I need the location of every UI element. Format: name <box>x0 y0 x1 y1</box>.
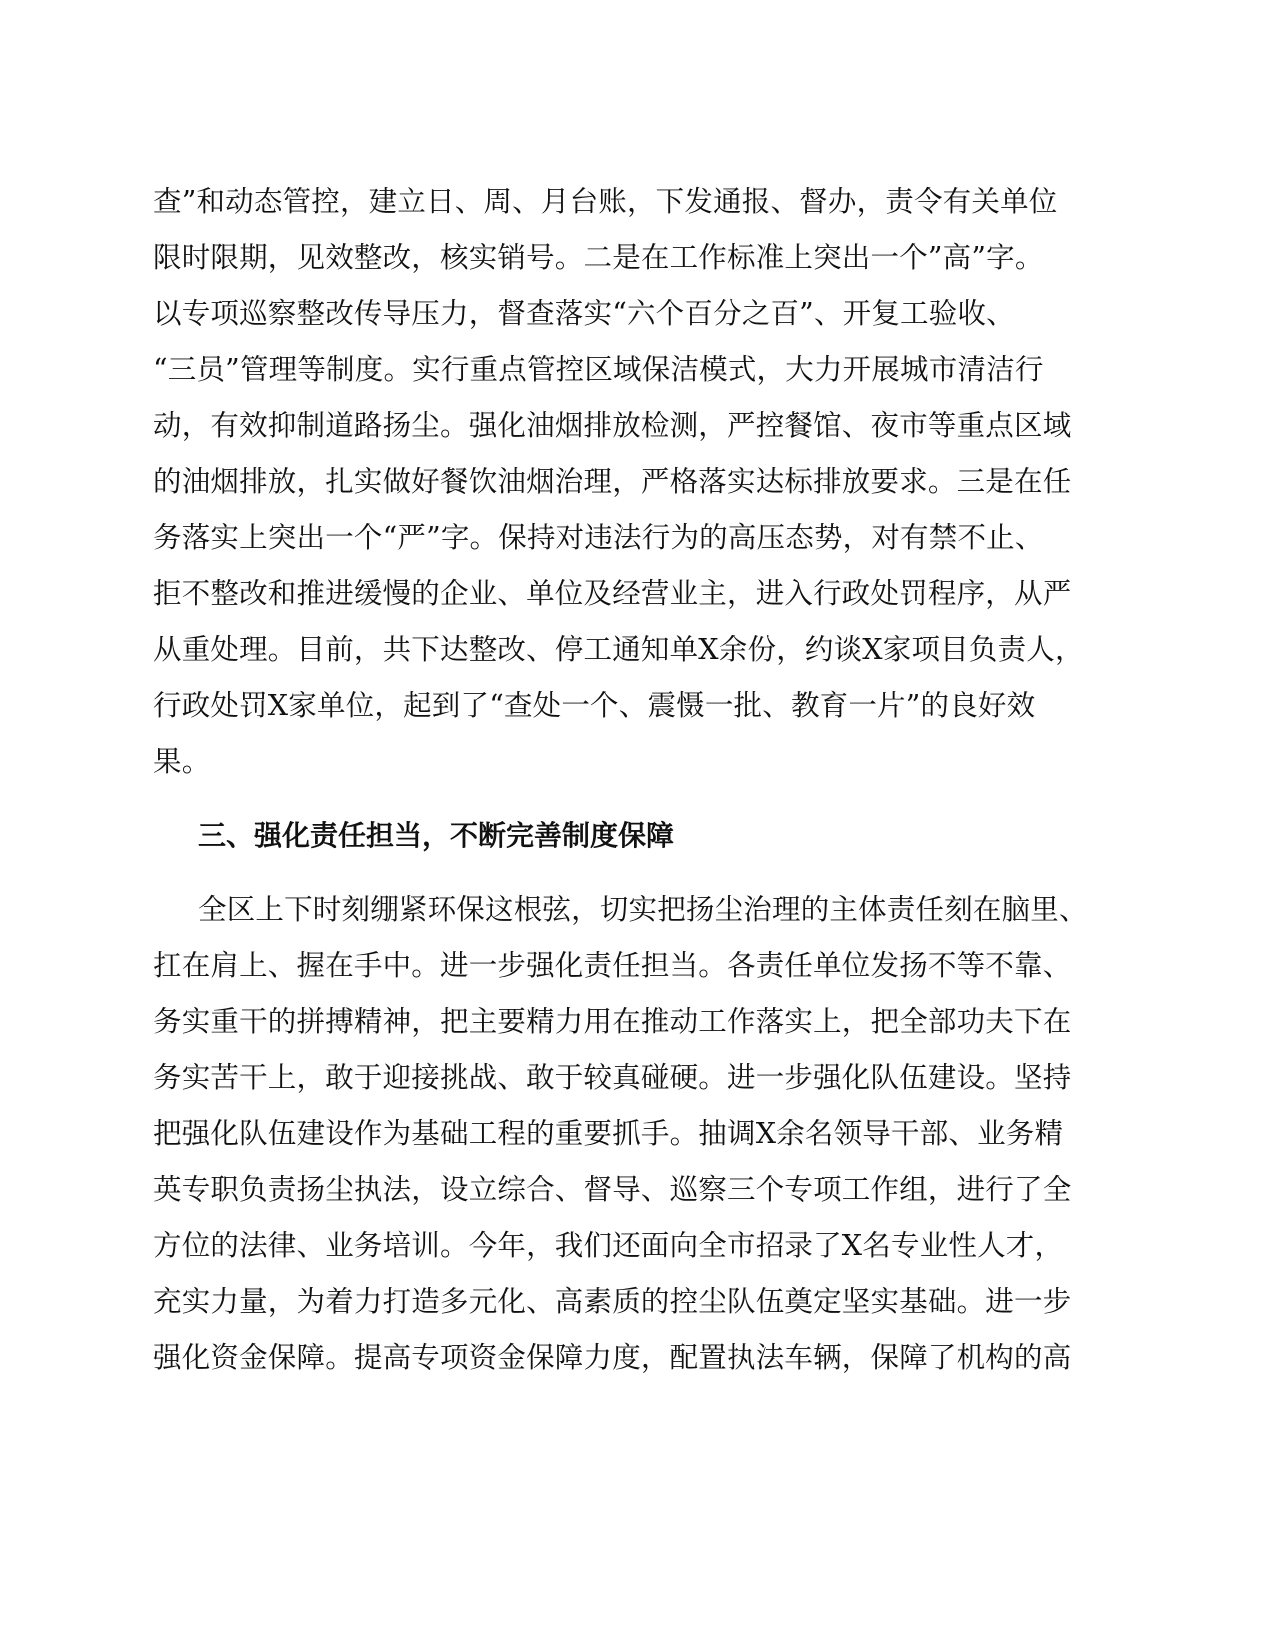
paragraph-line: 的油烟排放，扎实做好餐饮油烟治理，严格落实达标排放要求。三是在任 <box>153 465 1072 498</box>
paragraph-line: 动，有效抑制道路扬尘。强化油烟排放检测，严控餐馆、夜市等重点区域 <box>153 409 1072 442</box>
paragraph-line: 务实重干的拼搏精神，把主要精力用在推动工作落实上，把全部功夫下在 <box>153 1005 1072 1038</box>
paragraph-line: 限时限期，见效整改，核实销号。二是在工作标准上突出一个”高”字。 <box>153 241 1044 274</box>
paragraph-line: 方位的法律、业务培训。今年，我们还面向全市招录了X名专业性人才， <box>153 1229 1064 1262</box>
paragraph-line: 以专项巡察整改传导压力，督查落实“六个百分之百”、开复工验收、 <box>153 297 1015 330</box>
paragraph-line: 拒不整改和推进缓慢的企业、单位及经营业主，进入行政处罚程序，从严 <box>153 577 1072 610</box>
paragraph-line: 全区上下时刻绷紧环保这根弦，切实把扬尘治理的主体责任刻在脑里、 <box>198 893 1088 926</box>
section-heading: 三、强化责任担当，不断完善制度保障 <box>198 819 675 852</box>
paragraph-line: 充实力量，为着力打造多元化、高素质的控尘队伍奠定坚实基础。进一步 <box>153 1285 1072 1318</box>
paragraph-line: 查”和动态管控，建立日、周、月台账，下发通报、督办，责令有关单位 <box>153 185 1058 218</box>
paragraph-line: 行政处罚X家单位，起到了“查处一个、震慑一批、教育一片”的良好效 <box>153 689 1036 722</box>
paragraph-line: 果。 <box>153 745 211 778</box>
paragraph-line: 英专职负责扬尘执法，设立综合、督导、巡察三个专项工作组，进行了全 <box>153 1173 1072 1206</box>
paragraph-line: 从重处理。目前，共下达整改、停工通知单X余份，约谈X家项目负责人， <box>153 633 1084 666</box>
paragraph-line: 扛在肩上、握在手中。进一步强化责任担当。各责任单位发扬不等不靠、 <box>153 949 1072 982</box>
paragraph-line: “三员”管理等制度。实行重点管控区域保洁模式，大力开展城市清洁行 <box>153 353 1044 386</box>
paragraph-line: 强化资金保障。提高专项资金保障力度，配置执法车辆，保障了机构的高 <box>153 1341 1072 1374</box>
paragraph-line: 务实苦干上，敢于迎接挑战、敢于较真碰硬。进一步强化队伍建设。坚持 <box>153 1061 1072 1094</box>
paragraph-line: 务落实上突出一个“严”字。保持对违法行为的高压态势，对有禁不止、 <box>153 521 1044 554</box>
paragraph-line: 把强化队伍建设作为基础工程的重要抓手。抽调X余名领导干部、业务精 <box>153 1117 1064 1150</box>
